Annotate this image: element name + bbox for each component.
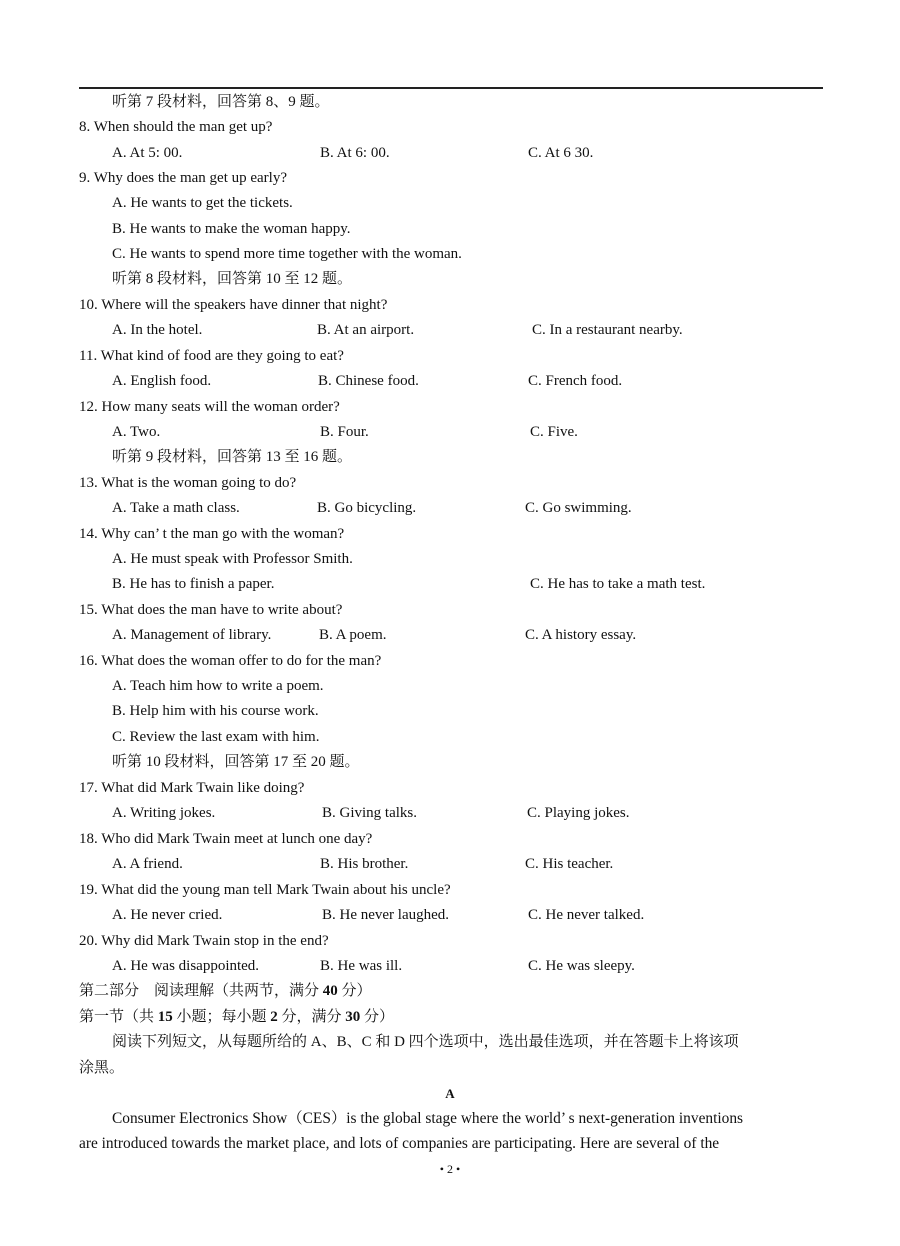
part2-title-end: 分） — [337, 983, 372, 999]
q11-option-b: B. Chinese food. — [318, 373, 419, 389]
section1-question-count: 15 — [157, 1009, 173, 1025]
q14-option-b: B. He has to finish a paper. — [112, 576, 275, 592]
directions-line-2: 涂黑。 — [79, 1060, 125, 1076]
q14-option-c: C. He has to take a math test. — [530, 576, 706, 592]
q9-option-b: B. He wants to make the woman happy. — [112, 221, 351, 237]
q16-option-c: C. Review the last exam with him. — [112, 729, 320, 745]
q9-option-a: A. He wants to get the tickets. — [112, 195, 293, 211]
q13-option-a: A. Take a math class. — [112, 500, 240, 516]
section-instruction-10: 听第 10 段材料，回答第 17 至 20 题。 — [112, 754, 360, 770]
q14-option-a: A. He must speak with Professor Smith. — [112, 551, 353, 567]
part2-title-text: 第二部分 阅读理解（共两节，满分 — [79, 983, 323, 999]
q12-option-a: A. Two. — [112, 424, 161, 440]
q17-option-c: C. Playing jokes. — [527, 805, 630, 821]
passage-line-2: are introduced towards the market place, and lots of companies are participating. Here are several of the — [79, 1135, 720, 1152]
q16-option-a: A. Teach him how to write a poem. — [112, 678, 324, 694]
question-17: 17. What did Mark Twain like doing? — [79, 780, 305, 796]
q10-option-c: C. In a restaurant nearby. — [532, 322, 683, 338]
directions-line-1: 阅读下列短文，从每题所给的 A、B、C 和 D 四个选项中，选出最佳选项，并在答题卡上将该项 — [112, 1034, 739, 1050]
section1-text-c: 小题；每小题 — [172, 1009, 271, 1025]
question-19: 19. What did the young man tell Mark Twain about his uncle? — [79, 882, 451, 898]
q19-option-c: C. He never talked. — [528, 907, 645, 923]
section-instruction-8: 听第 8 段材料，回答第 10 至 12 题。 — [112, 271, 353, 287]
q18-option-a: A. A friend. — [112, 856, 183, 872]
page-number: • 2 • — [439, 1162, 461, 1176]
section-instruction-9: 听第 9 段材料，回答第 13 至 16 题。 — [112, 449, 353, 465]
q16-option-b: B. Help him with his course work. — [112, 703, 319, 719]
question-18: 18. Who did Mark Twain meet at lunch one day? — [79, 831, 373, 847]
q8-option-c: C. At 6 30. — [528, 145, 594, 161]
q15-option-a: A. Management of library. — [112, 627, 272, 643]
question-10: 10. Where will the speakers have dinner that night? — [79, 297, 388, 313]
q9-option-c: C. He wants to spend more time together with the woman. — [112, 246, 462, 262]
q18-option-c: C. His teacher. — [525, 856, 614, 872]
q17-option-b: B. Giving talks. — [322, 805, 418, 821]
q10-option-a: A. In the hotel. — [112, 322, 203, 338]
q15-option-c: C. A history essay. — [525, 627, 637, 643]
q11-option-a: A. English food. — [112, 373, 212, 389]
question-12: 12. How many seats will the woman order? — [79, 399, 340, 415]
question-14: 14. Why can’ t the man go with the woman? — [79, 526, 345, 542]
part2-total-score: 40 — [322, 983, 338, 999]
question-15: 15. What does the man have to write about? — [79, 602, 343, 618]
section1-text-g: 分） — [360, 1009, 395, 1025]
header-rule — [79, 87, 823, 89]
q17-option-a: A. Writing jokes. — [112, 805, 216, 821]
q19-option-a: A. He never cried. — [112, 907, 223, 923]
q13-option-c: C. Go swimming. — [525, 500, 632, 516]
q18-option-b: B. His brother. — [320, 856, 409, 872]
q11-option-c: C. French food. — [528, 373, 623, 389]
question-8: 8. When should the man get up? — [79, 119, 273, 135]
part2-title — [79, 981, 372, 1001]
passage-line-1: Consumer Electronics Show（CES）is the global stage where the world’ s next-generation inventions — [112, 1110, 744, 1127]
question-9: 9. Why does the man get up early? — [79, 170, 287, 186]
passage-label: A — [445, 1086, 455, 1101]
section1-text-e: 分，满分 — [277, 1009, 346, 1025]
section1-per-question: 2 — [270, 1009, 278, 1025]
section1-total: 30 — [345, 1009, 361, 1025]
question-11: 11. What kind of food are they going to eat? — [79, 348, 344, 364]
q19-option-b: B. He never laughed. — [322, 907, 450, 923]
q8-option-b: B. At 6: 00. — [320, 145, 390, 161]
section-instruction-7: 听第 7 段材料，回答第 8、9 题。 — [112, 94, 330, 110]
question-20: 20. Why did Mark Twain stop in the end? — [79, 933, 329, 949]
q13-option-b: B. Go bicycling. — [317, 500, 417, 516]
q12-option-b: B. Four. — [320, 424, 369, 440]
q10-option-b: B. At an airport. — [317, 322, 415, 338]
q8-option-a: A. At 5: 00. — [112, 145, 183, 161]
q20-option-a: A. He was disappointed. — [112, 958, 260, 974]
q15-option-b: B. A poem. — [319, 627, 387, 643]
q12-option-c: C. Five. — [530, 424, 578, 440]
question-16: 16. What does the woman offer to do for the man? — [79, 653, 382, 669]
section1-text-a: 第一节（共 — [79, 1009, 158, 1025]
q20-option-c: C. He was sleepy. — [528, 958, 635, 974]
question-13: 13. What is the woman going to do? — [79, 475, 297, 491]
q20-option-b: B. He was ill. — [320, 958, 403, 974]
section1-title — [79, 1007, 394, 1027]
